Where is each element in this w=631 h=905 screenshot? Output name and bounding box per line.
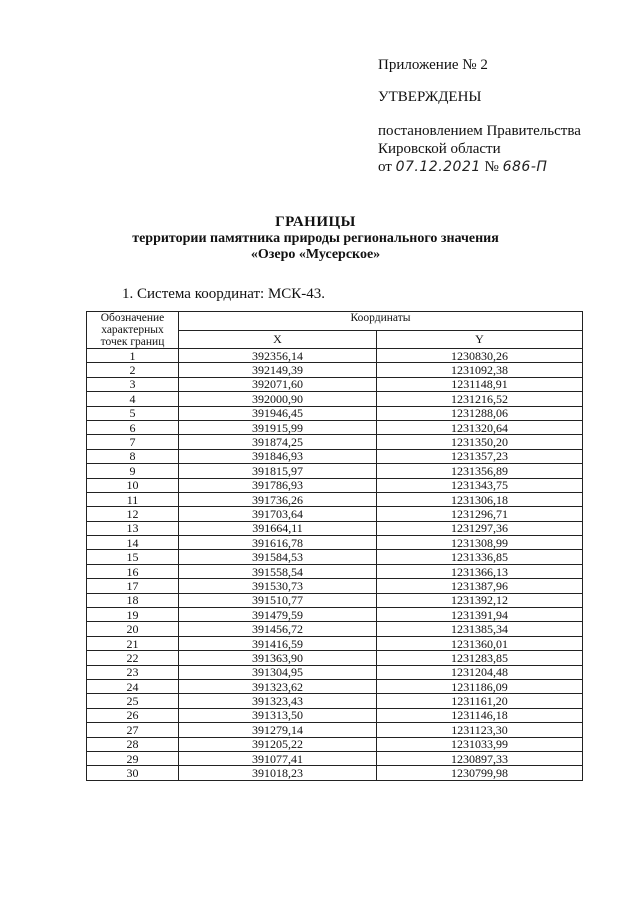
point-number-cell: 24: [87, 679, 179, 693]
point-column-header: Обозначение характерных точек границ: [87, 312, 179, 349]
x-coordinate-cell: 391786,93: [179, 478, 377, 492]
heading-title: ГРАНИЦЫ: [275, 214, 356, 230]
approval-block: [378, 56, 618, 176]
table-row: [87, 492, 583, 506]
table-row: [87, 708, 583, 722]
document-heading: [0, 214, 631, 263]
x-coordinate-cell: 391304,95: [179, 665, 377, 679]
y-coordinate-cell: 1231296,71: [377, 507, 583, 521]
y-coordinate-cell: 1231360,01: [377, 636, 583, 650]
point-number-cell: 18: [87, 593, 179, 607]
table-row: [87, 723, 583, 737]
point-number-cell: 8: [87, 449, 179, 463]
y-coordinate-cell: 1231366,13: [377, 564, 583, 578]
point-number-cell: 23: [87, 665, 179, 679]
decree-line-2: Кировской области: [378, 141, 501, 157]
table-row: [87, 392, 583, 406]
x-coordinate-cell: 391416,59: [179, 636, 377, 650]
y-coordinate-cell: 1231320,64: [377, 420, 583, 434]
date-prefix: от: [378, 159, 392, 175]
x-coordinate-cell: 391510,77: [179, 593, 377, 607]
x-coordinate-cell: 391323,43: [179, 694, 377, 708]
y-coordinate-cell: 1231186,09: [377, 679, 583, 693]
y-coordinate-cell: 1231148,91: [377, 377, 583, 391]
point-number-cell: 11: [87, 492, 179, 506]
table-row: [87, 464, 583, 478]
y-coordinate-cell: 1231297,36: [377, 521, 583, 535]
x-coordinate-cell: 392149,39: [179, 363, 377, 377]
point-number-cell: 19: [87, 608, 179, 622]
x-coordinate-cell: 391558,54: [179, 564, 377, 578]
table-row: [87, 636, 583, 650]
coordinates-column-header: Координаты: [179, 312, 583, 331]
point-number-cell: 28: [87, 737, 179, 751]
point-number-cell: 6: [87, 420, 179, 434]
point-number-cell: 13: [87, 521, 179, 535]
table-header-row: [87, 312, 583, 331]
appendix-label: Приложение № 2: [378, 57, 488, 73]
table-row: [87, 507, 583, 521]
point-number-cell: 9: [87, 464, 179, 478]
table-row: [87, 751, 583, 765]
table-row: [87, 608, 583, 622]
y-coordinate-cell: 1231306,18: [377, 492, 583, 506]
y-coordinate-cell: 1231385,34: [377, 622, 583, 636]
table-row: [87, 679, 583, 693]
point-number-cell: 29: [87, 751, 179, 765]
table-row: [87, 665, 583, 679]
table-row: [87, 449, 583, 463]
y-column-header: Y: [377, 330, 583, 349]
x-coordinate-cell: 391584,53: [179, 550, 377, 564]
x-coordinate-cell: 391077,41: [179, 751, 377, 765]
handwritten-number: 686-П: [502, 159, 548, 175]
point-number-cell: 27: [87, 723, 179, 737]
y-coordinate-cell: 1231356,89: [377, 464, 583, 478]
table-row: [87, 593, 583, 607]
x-coordinate-cell: 391703,64: [179, 507, 377, 521]
y-coordinate-cell: 1231161,20: [377, 694, 583, 708]
y-coordinate-cell: 1231092,38: [377, 363, 583, 377]
x-column-header: X: [179, 330, 377, 349]
table-row: [87, 406, 583, 420]
x-coordinate-cell: 391279,14: [179, 723, 377, 737]
decree-date-line: [378, 158, 618, 176]
x-coordinate-cell: 391363,90: [179, 651, 377, 665]
table-row: [87, 622, 583, 636]
point-number-cell: 17: [87, 579, 179, 593]
y-coordinate-cell: 1231343,75: [377, 478, 583, 492]
table-row: [87, 550, 583, 564]
point-number-cell: 21: [87, 636, 179, 650]
point-number-cell: 4: [87, 392, 179, 406]
x-coordinate-cell: 391456,72: [179, 622, 377, 636]
y-coordinate-cell: 1231387,96: [377, 579, 583, 593]
y-coordinate-cell: 1231391,94: [377, 608, 583, 622]
heading-subtitle-line-1: территории памятника природы регионального значения: [132, 231, 499, 246]
x-coordinate-cell: 391736,26: [179, 492, 377, 506]
point-number-cell: 7: [87, 435, 179, 449]
point-number-cell: 22: [87, 651, 179, 665]
x-coordinate-cell: 392356,14: [179, 349, 377, 363]
point-number-cell: 26: [87, 708, 179, 722]
y-coordinate-cell: 1230830,26: [377, 349, 583, 363]
y-coordinate-cell: 1230799,98: [377, 766, 583, 780]
x-coordinate-cell: 391313,50: [179, 708, 377, 722]
table-row: [87, 478, 583, 492]
handwritten-date: 07.12.2021: [395, 159, 481, 175]
point-number-cell: 1: [87, 349, 179, 363]
table-row: [87, 564, 583, 578]
point-number-cell: 14: [87, 536, 179, 550]
table-row: [87, 579, 583, 593]
point-number-cell: 2: [87, 363, 179, 377]
table-row: [87, 694, 583, 708]
y-coordinate-cell: 1231146,18: [377, 708, 583, 722]
x-coordinate-cell: 391205,22: [179, 737, 377, 751]
table-row: [87, 737, 583, 751]
point-number-cell: 5: [87, 406, 179, 420]
table-row: [87, 435, 583, 449]
approved-label: УТВЕРЖДЕНЫ: [378, 89, 482, 105]
point-number-cell: 12: [87, 507, 179, 521]
x-coordinate-cell: 391479,59: [179, 608, 377, 622]
point-number-cell: 10: [87, 478, 179, 492]
x-coordinate-cell: 391323,62: [179, 679, 377, 693]
heading-subtitle-line-2: «Озеро «Мусерское»: [250, 247, 381, 262]
table-row: [87, 420, 583, 434]
y-coordinate-cell: 1231216,52: [377, 392, 583, 406]
y-coordinate-cell: 1230897,33: [377, 751, 583, 765]
y-coordinate-cell: 1231204,48: [377, 665, 583, 679]
y-coordinate-cell: 1231288,06: [377, 406, 583, 420]
table-row: [87, 377, 583, 391]
point-number-cell: 30: [87, 766, 179, 780]
y-coordinate-cell: 1231283,85: [377, 651, 583, 665]
point-number-cell: 16: [87, 564, 179, 578]
x-coordinate-cell: 391846,93: [179, 449, 377, 463]
number-prefix: №: [484, 159, 499, 175]
y-coordinate-cell: 1231392,12: [377, 593, 583, 607]
y-coordinate-cell: 1231123,30: [377, 723, 583, 737]
x-coordinate-cell: 391874,25: [179, 435, 377, 449]
y-coordinate-cell: 1231308,99: [377, 536, 583, 550]
point-number-cell: 20: [87, 622, 179, 636]
point-number-cell: 25: [87, 694, 179, 708]
x-coordinate-cell: 391018,23: [179, 766, 377, 780]
x-coordinate-cell: 391664,11: [179, 521, 377, 535]
coordinates-table: [86, 311, 583, 781]
y-coordinate-cell: 1231033,99: [377, 737, 583, 751]
table-row: [87, 363, 583, 377]
table-row: [87, 521, 583, 535]
table-row: [87, 536, 583, 550]
table-row: [87, 766, 583, 780]
table-body: [87, 349, 583, 781]
x-coordinate-cell: 392071,60: [179, 377, 377, 391]
coordinate-system-label: 1. Система координат: МСК-43.: [122, 286, 326, 302]
y-coordinate-cell: 1231357,23: [377, 449, 583, 463]
x-coordinate-cell: 392000,90: [179, 392, 377, 406]
x-coordinate-cell: 391815,97: [179, 464, 377, 478]
point-number-cell: 15: [87, 550, 179, 564]
table-row: [87, 651, 583, 665]
y-coordinate-cell: 1231336,85: [377, 550, 583, 564]
x-coordinate-cell: 391915,99: [179, 420, 377, 434]
table-row: [87, 349, 583, 363]
y-coordinate-cell: 1231350,20: [377, 435, 583, 449]
decree-line-1: постановлением Правительства: [378, 123, 581, 139]
point-number-cell: 3: [87, 377, 179, 391]
x-coordinate-cell: 391946,45: [179, 406, 377, 420]
x-coordinate-cell: 391530,73: [179, 579, 377, 593]
x-coordinate-cell: 391616,78: [179, 536, 377, 550]
